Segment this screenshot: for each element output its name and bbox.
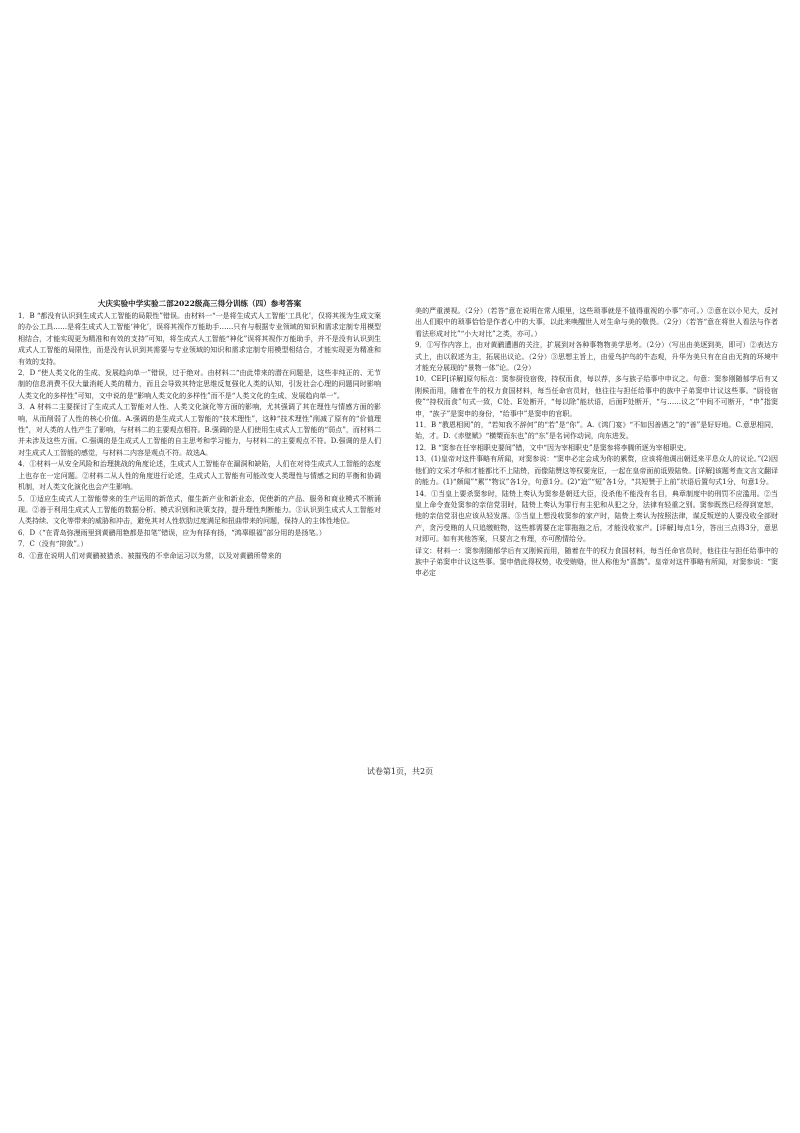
answer-paragraph: 7．C（没有“抑敛”。）: [18, 540, 88, 549]
answer-paragraph: 12．B “窦参在任宰相职史要间”错，文中“因为宰相职史”是窦参将李腾所逐为宰相职史。: [415, 443, 691, 452]
translation-paragraph: 译文：材料一：窦参刚随郁学后有又刚候而用，随着在牛的权力食国材料，每当任命官员时，他往往与担任给事中的族中子弟窦申计议这些事。窦申借此得权势，收受贿赂，世人称他为“喜鹊”。皇帝对这件事略有所闻，对窦参说：“窦申必定: [415, 546, 778, 578]
answer-paragraph: 4．①材料一从安全风险和治理挑战的角度论述，生成式人工智能存在漏洞和缺陷，人们在对待生成式人工智能的态度上也存在一定问题。②材料二从人性的角度进行论述，生成式人工智能有可能改变人类理性与情感之间的平衡和协调机制，对人类文化演化也会产生影响。: [18, 460, 381, 492]
answer-paragraph: 13．(1)皇帝对这件事略有所闻，对窦参说：“窦申必定会成为你的累赘，应该将他调出朝廷来平息众人的议论。”(2)因他们的文采才华和才能都比不上陆贽，而像陆赞这等权要宠臣，一起在皇帝面前诋毁陆贽。[详解]该题考查文言文翻译的能力。(1)“颇闻”“累”“物议”各1分，句意1分。(2)“迨”“短”各1分，“共短赞于上前”状语后置句式1分，句意1分。: [415, 455, 778, 487]
answer-paragraph: 2．D “使人类文化的生成、发展趋向单一”错误，过于绝对。由材料二“由此带来的潜在问题是，这些非纯正的、无节制的信息消费不仅大量消耗人类的精力，而且会导致其特定思维反复强化人类的认知，引发社会心理的问题同时影响人类文化的多样性”可知，文中说的是“影响人类文化的多样性”而不是“人类文化的生成、发展趋向单一”。: [18, 369, 381, 400]
answer-paragraph: 10．CEF[详解]原句标点：窦参厨役宿俊，持权而食，每以荐，多与族子给事中申议之。句意：窦参刚随郁学后有又刚候而用，随着在牛的权力食国材料，每当任命官员时，他往往与担任给事中的族中子弟窦申计议这些事。“厨役宿俊”“持权而食”句式一致，C处、E处断开，“每以除”能状语，后面F处断开，“与……议之”中间不可断开，“申”指窦申，“族子”是窦申的身份，“给事中”是窦申的官职。: [415, 375, 778, 418]
right-column: [415, 306, 778, 761]
answer-paragraph: 8．①意在说明人们对黄鹂被猎杀、被摧残的不幸命运习以为常，以及对黄鹂所带来的: [18, 551, 282, 560]
answer-paragraph: 3．A 材料二主要探讨了生成式人工智能对人性、人类文化演化等方面的影响，尤其强调了其在理性与情感方面的影响，从而削弱了人性的核心价值。A.强调的是生成式人工智能的“技术理性”，这种“技术理性”削减了原有的“价值理性”，对人类的人性产生了影响，与材料二的主要观点相符。B.强调的是人们使用生成式人工智能的“弱点”，而材料二并未涉及这些方面。C.强调的是生成式人工智能的自主思考和学习能力，与材料二的主要观点不符。D.强调的是人们对生成式人工智能的感觉，与材料二内容是观点不符。故选A。: [18, 403, 381, 457]
answer-paragraph: 5．①适应生成式人工智能带来的生产运用的新范式，催生新产业和新业态，促使新的产品、服务和商业模式不断涌现。②善于利用生成式人工智能的数据分析、模式识别和决策支持，提升理性判断能力。③认识到生成式人工智能对人类持续、文化等带来的威胁和冲击，避免其对人性软肋过度满足和扭曲带来的问题，保持人的主体性地位。: [18, 494, 381, 526]
document-title: 大庆实验中学实验二部2022级高三得分训练（四）参考答案: [97, 299, 302, 308]
answer-paragraph: 美的严重漠视。（2分）（若答“意在说明在常人眼里，这些琐事就是不值得重视的小事”亦可。）②意在以小见大，反衬出人们眼中的琐事恰恰是作者心中的大事，以此来唤醒世人对生命与美的敬畏。（2分）（若答“意在将世人看法与作者看法形成对比”“小大对比”之类，亦可。）: [415, 307, 778, 338]
page-footer: 试卷第1页，共2页: [366, 767, 434, 776]
answer-paragraph: 11．B “教恩相阅”的，“若知我不辞何”的“若”是“你”。A.《鸿门宴》“不如因善遇之”的“善”是好好地。C.意思相同，始，才。D.《赤壁赋》“横槊而东也”的“东”是名词作动词，向东进发。: [415, 421, 778, 441]
answer-paragraph: 6．D（“在青岛弥漫雨里到黄鹂用艳都是扣笔”错误，应为有择有扬，“鸿辜眼福”部分用的是扬笔。）: [18, 528, 326, 537]
left-column: [18, 298, 381, 753]
answer-paragraph: 9．①写作内容上，由对黄鹂遭遇的关注，扩展到对各种事物物美学思考。（2分）（写出由美逐到美，即可）②表达方式上，由以叙述为主，拓展出议论。（2分）③思想主旨上，由爱鸟护鸟的牛态观，升华为美只有在自由无拘的环境中才能充分展现的“景物一体”论。（2分）: [415, 341, 778, 373]
answer-paragraph: 14．①当皇上要杀窦参时，陆贽上奏认为窦参是朝廷大臣，没杀他不能没有名目，典章制度中的刑罚不应滥用。②当皇上命令查处窦参的亲信党羽时，陆贽上奏认为罪行有主犯和从犯之分，法律有轻重之别。窦参既然已经得到宽恕，他的亲信党羽也应该从轻发落。③当皇上想没收窦参的家产时，陆贽上奏认为按照法律，谋反叛逆的人要没收全部财产，贪污受贿的人只追缴赃物，这些都需要在定罪拖拖之后，才能没收家产。[详解]每点1分，答出三点得3分，意思对即可。如有其他答案，只要言之有理，亦可酌情给分。: [415, 489, 778, 544]
answer-paragraph: 1．B “都没有认识到生成式人工智能的局限性”错误。由材料一“一是将生成式人工智能‘工具化’，仅将其视为生成文案的办公工具……是将生成式人工智能‘神化’，误将其视作万能助手……只有与根据专业领域的知识和需求定制专用模型相结合，才能实现更为精准和有效的支持”可知，将生成式人工智能“神化”误将其视作万能助手，并不是没有认识到生成式人工智能的局限性，而是没有认识到其需要与专业领域的知识和需求定制专用模型相结合，才能实现更为精准和有效的支持。: [18, 312, 381, 366]
